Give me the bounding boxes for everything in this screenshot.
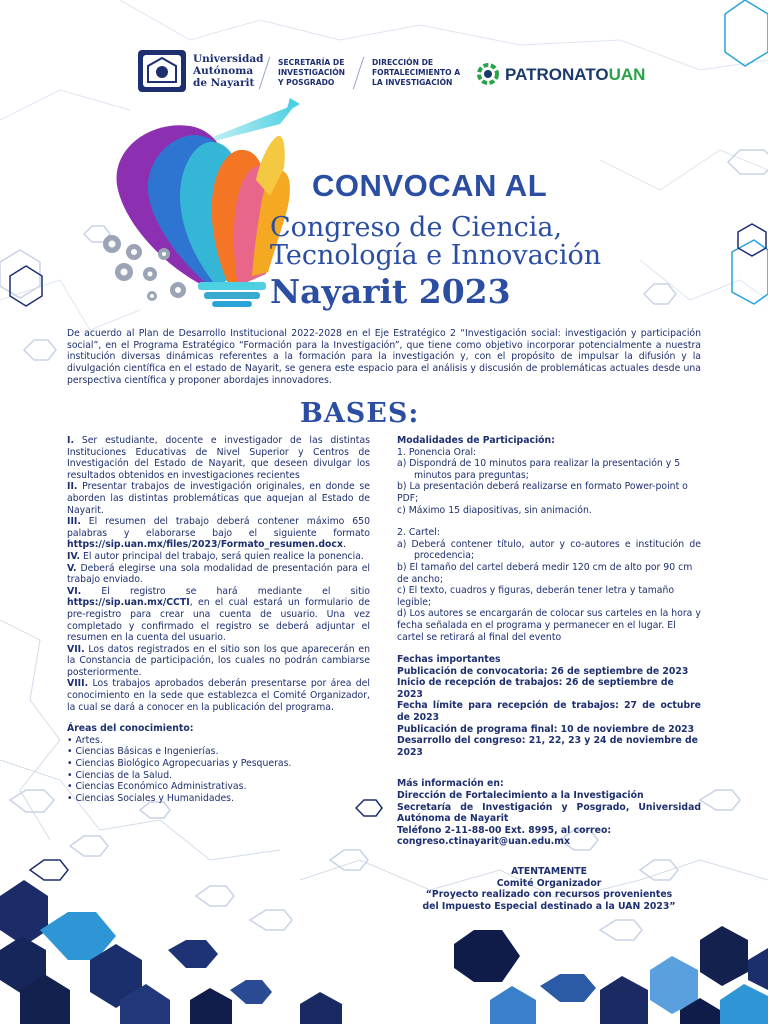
- header: Universidad Autónoma de Nayarit SECRETARÍA DE INVESTIGACIÓN Y POSGRADO DIRECCIÓN DE FORTALECIMIENTO A LA INVESTIGACIÓN PATRONATOUAN: [136, 44, 736, 104]
- area-item: • Ciencias Biológico Agropecuarias y Pesqueras.: [67, 758, 292, 770]
- info-title: Más información en:: [397, 778, 504, 790]
- base-item: VI. El registro se hará mediante el sitio https://sip.uan.mx/CCTI, en el cual estará un formulario de pre-registro para crear una cuenta de usuario. Una vez completado y confirmado el registro se deberá adjuntar el resumen en la cuenta del usuario.: [67, 585, 370, 644]
- direccion-label: DIRECCIÓN DE FORTALECIMIENTO A LA INVESTIGACIÓN: [372, 58, 461, 87]
- base-item: III. El resumen del trabajo deberá contener máximo 650 palabras y elaborarse bajo el siguiente formato https://sip.uan.mx/files/2023/Formato_resumen.docx.: [67, 516, 370, 551]
- base-item: V. Deberá elegirse una sola modalidad de presentación para el trabajo enviado.: [67, 562, 370, 586]
- modalidades-title: Modalidades de Participación:: [397, 435, 555, 446]
- fecha-item: Publicación de convocatoria: 26 de septiembre de 2023: [397, 665, 689, 677]
- area-item: • Ciencias Económico Administrativas.: [67, 781, 247, 793]
- title-line-1: Congreso de Ciencia,: [270, 212, 563, 243]
- area-item: • Ciencias Sociales y Humanidades.: [67, 792, 234, 804]
- fecha-item: Fecha límite para recepción de trabajos: 27 de octubre de 2023: [397, 700, 701, 724]
- intro-paragraph: De acuerdo al Plan de Desarrollo Institucional 2022-2028 en el Eje Estratégico 2 “Investigación social: investigación y participación social”, en el Programa Estratégico “Formación para la Investigación”, que tiene como objetivo incorporar potencialmente a nuestra institución diversas dinámicas referentes a la formación para la investigación y, con el propósito de impulsar la difusión y la divulgación científica en el estado de Nayarit, se genera este espacio para el análisis y discusión de problemáticas actuales desde una perspectiva científica y proponer abordajes innovadores.: [67, 328, 701, 386]
- base-item: I. Ser estudiante, docente e investigador de las distintas Instituciones Educativas de Nivel Superior y Centros de Investigación del Estado de Nayarit, que deseen divulgar los resultados obtenidos en investigaciones recientes: [67, 435, 370, 481]
- bases-heading: BASES:: [300, 398, 420, 429]
- oral-title: 1. Ponencia Oral:: [397, 446, 477, 458]
- bases-list: [67, 435, 370, 804]
- cartel-item: b) El tamaño del cartel deberá medir 120 cm de alto por 90 cm de ancho;: [397, 561, 693, 585]
- cartel-item: d) Los autores se encargarán de colocar sus carteles en la hora y fecha señalada en el programa y permanecer en el lugar. El cartel se retirará al final del evento: [397, 608, 701, 643]
- cartel-item: c) El texto, cuadros y figuras, deberán tener letra y tamaño legible;: [397, 585, 675, 608]
- info-line: Dirección de Fortalecimiento a la Investigación: [397, 790, 644, 802]
- patronato-ring-icon: [476, 62, 500, 86]
- fecha-item: Publicación de programa final: 10 de noviembre de 2023: [397, 723, 695, 735]
- proyecto-note: “Proyecto realizado con recursos provenientes del Impuesto Especial destinado a la UAN 2023”: [422, 889, 676, 912]
- base-item: VII. Los datos registrados en el sitio son los que aparecerán en la Constancia de participación, los cuales no podrán cambiarse posteriormente.: [67, 643, 370, 678]
- header-separator: [353, 57, 364, 90]
- area-item: • Artes.: [67, 734, 103, 746]
- title-line-2: Tecnología e Innovación: [270, 240, 602, 271]
- university-crest-icon: [136, 48, 188, 94]
- base-item: IV. El autor principal del trabajo, será quien realice la ponencia.: [67, 550, 364, 562]
- oral-item: b) La presentación deberá realizarse en formato Power-point o PDF;: [397, 481, 688, 504]
- info-email[interactable]: congreso.ctinayarit@uan.edu.mx: [397, 836, 570, 848]
- title-line-3: Nayarit 2023: [270, 272, 511, 311]
- fecha-item: Inicio de recepción de trabajos: 26 de septiembre de 2023: [397, 677, 674, 700]
- oral-item: a) Dispondrá de 10 minutos para realizar la presentación y 5 minutos para preguntas;: [397, 458, 681, 481]
- info-line: Secretaría de Investigación y Posgrado, Universidad Autónoma de Nayarit: [397, 801, 701, 825]
- oral-item: c) Máximo 15 diapositivas, sin animación.: [397, 504, 592, 516]
- cartel-item: a) Deberá contener título, autor y co-autores e institución de procedencia;: [397, 538, 701, 562]
- comite: Comité Organizador: [496, 877, 602, 889]
- area-item: • Ciencias Básicas e Ingenierías.: [67, 746, 219, 758]
- base-item: VIII. Los trabajos aprobados deberán presentarse por área del conocimiento en la sede que establezca el Comité Organizador, la cual se dará a conocer en la publicación del programa.: [67, 678, 370, 713]
- secretaria-label: SECRETARÍA DE INVESTIGACIÓN Y POSGRADO: [278, 58, 346, 87]
- cartel-title: 2. Cartel:: [397, 527, 440, 539]
- details-column: [397, 435, 701, 912]
- atentamente: ATENTAMENTE: [511, 866, 587, 877]
- fechas-title: Fechas importantes: [397, 654, 501, 666]
- base-item: II. Presentar trabajos de investigación originales, en donde se aborden las distintas problemáticas que aquejan al Estado de Nayarit.: [67, 481, 370, 516]
- areas-title: Áreas del conocimiento:: [67, 723, 194, 735]
- area-item: • Ciencias de la Salud.: [67, 769, 173, 781]
- convocan-heading: CONVOCAN AL: [312, 168, 548, 203]
- info-line: Teléfono 2-11-88-00 Ext. 8995, al correo:: [397, 824, 612, 836]
- fecha-item: Desarrollo del congreso: 21, 22, 23 y 24 de noviembre de 2023: [397, 735, 698, 758]
- university-name: Universidad Autónoma de Nayarit: [193, 53, 264, 89]
